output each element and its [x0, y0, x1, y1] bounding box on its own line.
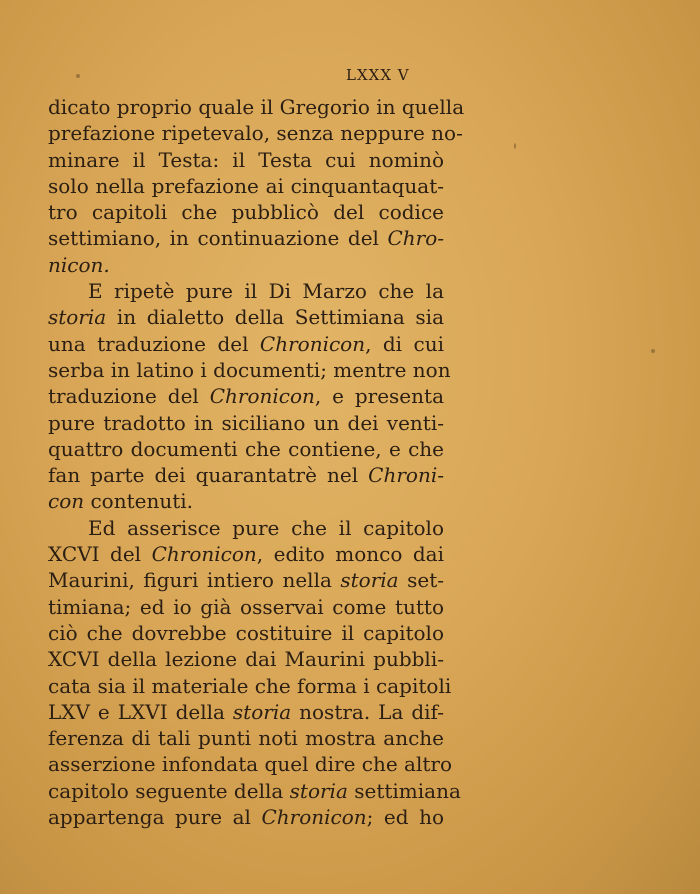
text-segment: ; ed ho [366, 805, 445, 830]
italic-text: Chronicon [259, 331, 366, 356]
paper-speck [76, 74, 80, 78]
italic-text: storia [289, 778, 348, 803]
text-line [48, 199, 444, 225]
italic-text: Chro- [387, 226, 444, 251]
text-segment: ciò che dovrebbe costituire il capitolo [48, 620, 444, 645]
text-line [48, 147, 444, 173]
italic-text: Chroni- [368, 463, 444, 488]
text-line [48, 252, 444, 278]
text-line [48, 725, 444, 751]
text-line [48, 699, 444, 725]
text-segment: , edito monco dai [256, 542, 444, 567]
text-segment: cata sia il materiale che forma i capitoli [48, 673, 452, 698]
italic-text: storia [340, 568, 399, 593]
text-segment: tro capitoli che pubblicò del codice [48, 200, 444, 225]
text-line [48, 331, 444, 357]
text-segment: dicato proprio quale il Gregorio in quella [48, 95, 465, 119]
text-segment: fan parte dei quarantatrè nel [48, 463, 369, 488]
text-segment: Maurini, figuri intiero nella [48, 568, 341, 593]
text-segment: ferenza di tali punti noti mostra anche [48, 726, 444, 751]
text-segment: una traduzione del [48, 331, 260, 356]
page-number-header: LXXX V [346, 66, 410, 84]
text-segment: pure tradotto in siciliano un dei venti- [48, 410, 444, 435]
italic-text: storia [48, 305, 107, 330]
body-text [48, 94, 465, 830]
text-segment: in dialetto della Settimiana sia [106, 305, 444, 330]
paper-speck [514, 143, 516, 149]
text-line [48, 594, 444, 620]
text-segment: set- [398, 568, 444, 593]
text-segment: traduzione del [48, 384, 210, 409]
text-line [48, 620, 444, 646]
text-line [48, 410, 444, 436]
text-line [48, 488, 444, 514]
text-line [48, 383, 444, 409]
text-line [48, 804, 444, 830]
text-line [48, 278, 444, 304]
text-segment: timiana; ed io già osservai come tutto [48, 594, 444, 619]
text-line [48, 120, 463, 146]
text-segment: capitolo seguente della [48, 778, 290, 803]
text-line [48, 567, 444, 593]
text-segment: asserzione infondata quel dire che altro [48, 752, 453, 777]
text-segment: , e presenta [314, 384, 444, 409]
text-line [48, 646, 444, 672]
italic-text: con [48, 489, 85, 514]
italic-text: storia [232, 699, 292, 724]
text-segment: minare il Testa: il Testa cui nominò [48, 147, 444, 172]
italic-text: Chronicon [261, 805, 367, 830]
text-line [48, 357, 451, 383]
text-segment: , di cui [365, 331, 444, 356]
text-line [48, 462, 444, 488]
text-segment: prefazione ripetevalo, senza neppure no- [48, 121, 463, 146]
text-line [48, 436, 444, 462]
text-segment: serba in latino i documenti; mentre non [48, 357, 451, 382]
text-segment: XCVI della lezione dai Maurini pubbli- [48, 647, 444, 672]
paper-speck [651, 349, 655, 353]
text-segment: Ed asserisce pure che il capitolo [88, 515, 444, 540]
text-segment: LXV e LXVI della [48, 699, 233, 724]
text-line [48, 751, 453, 777]
text-segment: E ripetè pure il Di Marzo che la [88, 279, 444, 304]
text-segment: nostra. La dif- [291, 699, 444, 724]
text-line [48, 173, 444, 199]
text-segment: quattro documenti che contiene, e che [48, 436, 444, 461]
italic-text: Chronicon [151, 542, 257, 567]
text-line [48, 225, 444, 251]
text-line [48, 778, 461, 804]
italic-text: Chronicon [209, 384, 315, 409]
text-segment: contenuti. [84, 489, 194, 514]
text-segment: solo nella prefazione ai cinquantaquat- [48, 173, 444, 198]
text-line [48, 541, 444, 567]
text-segment: appartenga pure al [48, 805, 262, 830]
text-segment: settimiano, in continuazione del [48, 226, 388, 251]
text-line [48, 515, 444, 541]
text-line [48, 94, 465, 120]
text-segment: XCVI del [48, 542, 152, 567]
text-line [48, 304, 444, 330]
text-line [48, 673, 452, 699]
text-segment: settimiana [347, 778, 461, 803]
italic-text: nicon. [48, 252, 110, 277]
